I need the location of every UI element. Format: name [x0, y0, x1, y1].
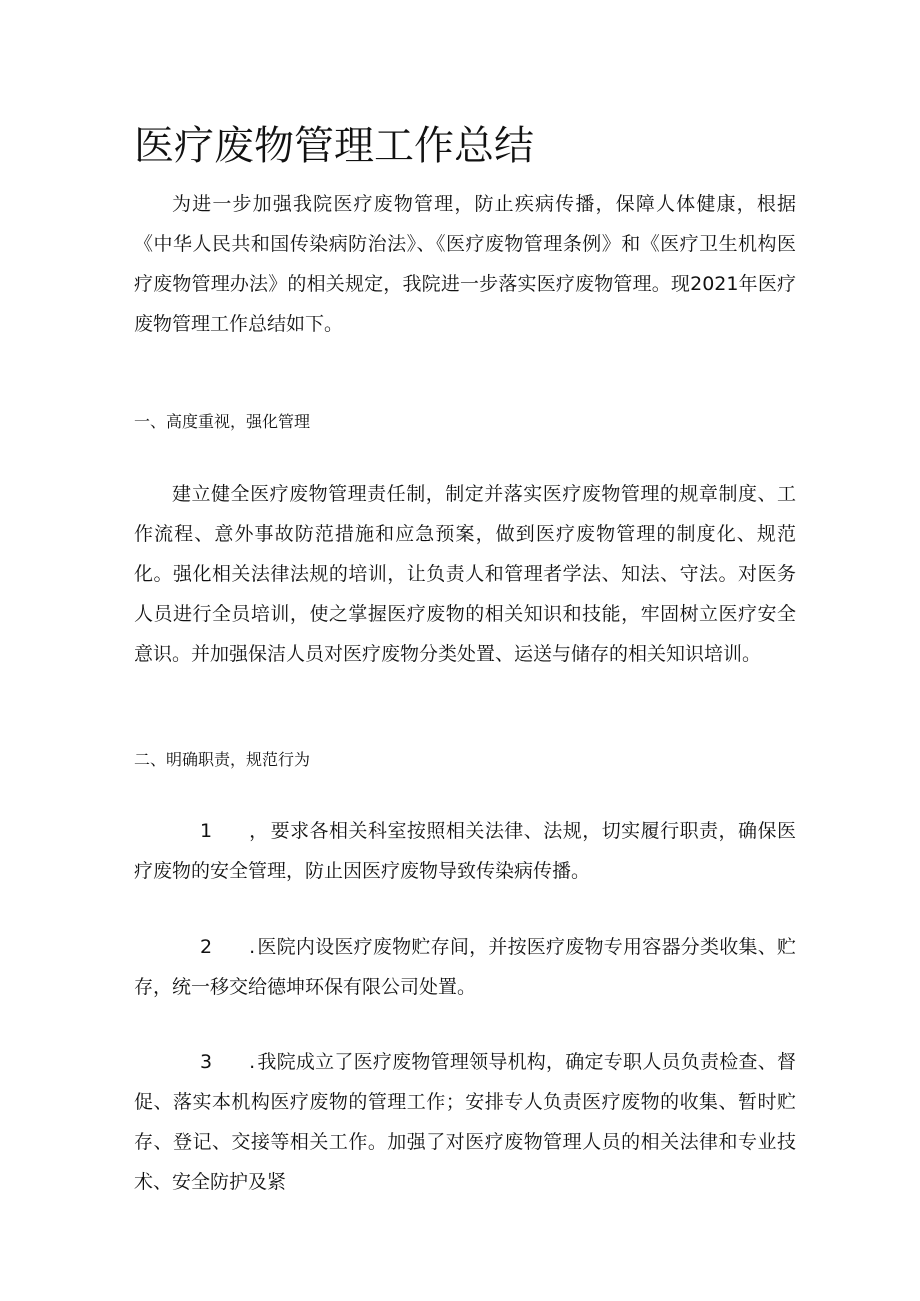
document-title: 医疗废物管理工作总结 [134, 123, 534, 169]
intro-paragraph: 为进一步加强我院医疗废物管理，防止疾病传播，保障人体健康，根据《中华人民共和国传染病防治法》、《医疗废物管理条例》和《医疗卫生机构医疗废物管理办法》的相关规定，我院进一步落实医疗废物管理。现2021年医疗废物管理工作总结如下。 [134, 193, 796, 335]
list-item [134, 927, 796, 1007]
list-item-separator: . [249, 936, 256, 958]
list-item-number: 3 [200, 1051, 213, 1073]
list-item-text: 要求各相关科室按照相关法律、法规，切实履行职责，确保医疗废物的安全管理，防止因医疗废物导致传染病传播。 [134, 820, 796, 882]
list-item-text: 我院成立了医疗废物管理领导机构，确定专职人员负责检查、督促、落实本机构医疗废物的管理工作；安排专人负责医疗废物的收集、暂时贮存、登记、交接等相关工作。加强了对医疗废物管理人员的相关法律和专业技术、安全防护及紧 [134, 1051, 796, 1193]
section-1-body: 建立健全医疗废物管理责任制，制定并落实医疗废物管理的规章制度、工作流程、意外事故防范措施和应急预案，做到医疗废物管理的制度化、规范化。强化相关法律法规的培训，让负责人和管理者学法、知法、守法。对医务人员进行全员培训，使之掌握医疗废物的相关知识和技能，牢固树立医疗安全意识。并加强保洁人员对医疗废物分类处置、运送与储存的相关知识培训。 [134, 483, 796, 665]
list-item-separator: ， [249, 820, 269, 842]
list-item [134, 1042, 796, 1202]
section-1-heading: 一、高度重视，强化管理 [134, 412, 311, 431]
list-item-number: 2 [200, 936, 213, 958]
list-item-number: 1 [200, 820, 213, 842]
list-item-text: 医院内设医疗废物贮存间，并按医疗废物专用容器分类收集、贮存，统一移交给德坤环保有限公司处置。 [134, 936, 796, 998]
section-2-heading: 二、明确职责，规范行为 [134, 750, 311, 769]
list-item-separator: . [249, 1051, 256, 1073]
list-item [134, 811, 796, 891]
